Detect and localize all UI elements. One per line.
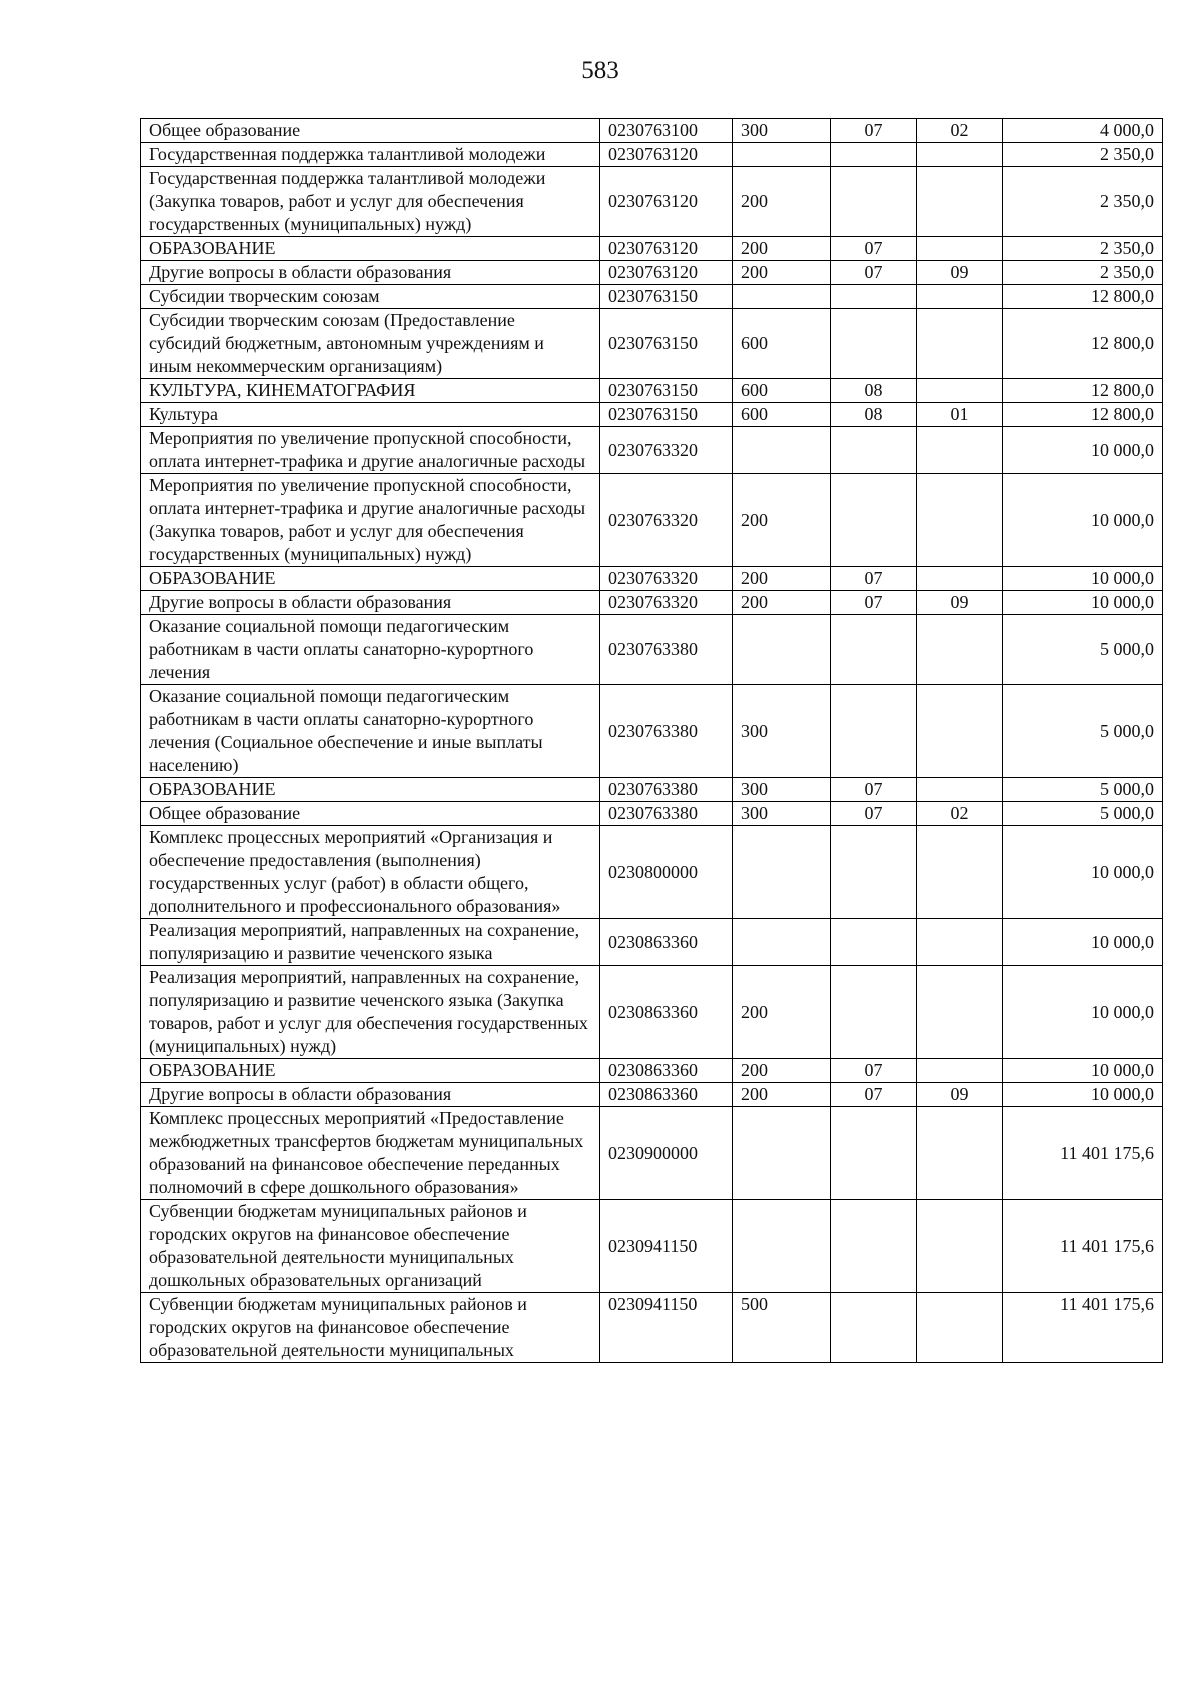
amount-value: 5 000,0	[1003, 685, 1163, 778]
table-row	[141, 1200, 1163, 1293]
item-name: Другие вопросы в области образования	[141, 1083, 600, 1107]
section-code	[831, 474, 917, 567]
expense-type-code: 300	[733, 778, 831, 802]
section-code	[831, 615, 917, 685]
table-row	[141, 167, 1163, 237]
expense-type-code: 200	[733, 591, 831, 615]
table-row	[141, 966, 1163, 1059]
target-article-code: 0230863360	[600, 919, 733, 966]
expense-type-code: 200	[733, 474, 831, 567]
item-name: Субсидии творческим союзам (Предоставление субсидий бюджетным, автономным учреждениям и иным некоммерческим организациям)	[141, 309, 600, 379]
subsection-code	[917, 143, 1003, 167]
item-name: Оказание социальной помощи педагогическим работникам в части оплаты санаторно-курортного лечения (Социальное обеспечение и иные выплаты населению)	[141, 685, 600, 778]
table-row	[141, 1083, 1163, 1107]
subsection-code	[917, 1059, 1003, 1083]
item-name: Оказание социальной помощи педагогическим работникам в части оплаты санаторно-курортного лечения	[141, 615, 600, 685]
expense-type-code	[733, 919, 831, 966]
section-code	[831, 1107, 917, 1200]
page-number: 583	[581, 57, 619, 84]
expense-type-code: 600	[733, 403, 831, 427]
table-row	[141, 474, 1163, 567]
section-code	[831, 427, 917, 474]
subsection-code: 09	[917, 1083, 1003, 1107]
amount-value: 10 000,0	[1003, 567, 1163, 591]
target-article-code: 0230763120	[600, 143, 733, 167]
section-code: 08	[831, 403, 917, 427]
section-code	[831, 685, 917, 778]
amount-value: 12 800,0	[1003, 403, 1163, 427]
expense-type-code	[733, 1107, 831, 1200]
table-row	[141, 403, 1163, 427]
target-article-code: 0230863360	[600, 1059, 733, 1083]
section-code: 07	[831, 567, 917, 591]
table-row	[141, 427, 1163, 474]
amount-value: 12 800,0	[1003, 309, 1163, 379]
target-article-code: 0230763150	[600, 403, 733, 427]
section-code: 07	[831, 778, 917, 802]
subsection-code	[917, 919, 1003, 966]
expense-type-code: 600	[733, 309, 831, 379]
item-name: Государственная поддержка талантливой молодежи (Закупка товаров, работ и услуг для обеспечения государственных (муниципальных) нужд)	[141, 167, 600, 237]
item-name: Другие вопросы в области образования	[141, 261, 600, 285]
table-row	[141, 1059, 1163, 1083]
expense-type-code: 600	[733, 379, 831, 403]
item-name: Мероприятия по увеличение пропускной способности, оплата интернет-трафика и другие аналогичные расходы (Закупка товаров, работ и услуг для обеспечения государственных (муниципальных) нужд)	[141, 474, 600, 567]
expense-type-code	[733, 615, 831, 685]
target-article-code: 0230763380	[600, 615, 733, 685]
table-row	[141, 919, 1163, 966]
target-article-code: 0230763100	[600, 119, 733, 143]
amount-value: 2 350,0	[1003, 167, 1163, 237]
amount-value: 2 350,0	[1003, 143, 1163, 167]
table-row	[141, 1293, 1163, 1363]
table-row	[141, 261, 1163, 285]
target-article-code: 0230763150	[600, 285, 733, 309]
target-article-code: 0230800000	[600, 826, 733, 919]
item-name: Комплекс процессных мероприятий «Организация и обеспечение предоставления (выполнения) государственных услуг (работ) в области общего, дополнительного и профессионального образования»	[141, 826, 600, 919]
target-article-code: 0230763150	[600, 309, 733, 379]
expense-type-code	[733, 826, 831, 919]
subsection-code	[917, 1107, 1003, 1200]
budget-table	[140, 118, 1163, 1363]
item-name: Реализация мероприятий, направленных на сохранение, популяризацию и развитие чеченского языка (Закупка товаров, работ и услуг для обеспечения государственных (муниципальных) нужд)	[141, 966, 600, 1059]
item-name: Другие вопросы в области образования	[141, 591, 600, 615]
expense-type-code	[733, 427, 831, 474]
subsection-code	[917, 285, 1003, 309]
item-name: ОБРАЗОВАНИЕ	[141, 567, 600, 591]
expense-type-code	[733, 1200, 831, 1293]
target-article-code: 0230763320	[600, 474, 733, 567]
subsection-code: 09	[917, 261, 1003, 285]
target-article-code: 0230941150	[600, 1200, 733, 1293]
subsection-code	[917, 966, 1003, 1059]
section-code	[831, 826, 917, 919]
target-article-code: 0230763380	[600, 778, 733, 802]
amount-value: 11 401 175,6	[1003, 1200, 1163, 1293]
budget-table-body	[141, 119, 1163, 1363]
subsection-code	[917, 379, 1003, 403]
item-name: ОБРАЗОВАНИЕ	[141, 1059, 600, 1083]
expense-type-code: 200	[733, 567, 831, 591]
section-code: 07	[831, 591, 917, 615]
table-row	[141, 778, 1163, 802]
section-code	[831, 143, 917, 167]
amount-value: 10 000,0	[1003, 826, 1163, 919]
table-row	[141, 567, 1163, 591]
table-row	[141, 237, 1163, 261]
item-name: Государственная поддержка талантливой молодежи	[141, 143, 600, 167]
subsection-code	[917, 1200, 1003, 1293]
amount-value: 11 401 175,6	[1003, 1293, 1163, 1363]
expense-type-code	[733, 285, 831, 309]
item-name: Реализация мероприятий, направленных на сохранение, популяризацию и развитие чеченского языка	[141, 919, 600, 966]
amount-value: 5 000,0	[1003, 615, 1163, 685]
item-name: Общее образование	[141, 119, 600, 143]
item-name: Общее образование	[141, 802, 600, 826]
section-code: 07	[831, 261, 917, 285]
subsection-code	[917, 567, 1003, 591]
table-row	[141, 119, 1163, 143]
expense-type-code: 500	[733, 1293, 831, 1363]
amount-value: 5 000,0	[1003, 778, 1163, 802]
table-row	[141, 591, 1163, 615]
item-name: Комплекс процессных мероприятий «Предоставление межбюджетных трансфертов бюджетам муниципальных образований на финансовое обеспечение переданных полномочий в сфере дошкольного образования»	[141, 1107, 600, 1200]
subsection-code	[917, 826, 1003, 919]
amount-value: 10 000,0	[1003, 919, 1163, 966]
section-code: 08	[831, 379, 917, 403]
expense-type-code: 200	[733, 167, 831, 237]
section-code: 07	[831, 119, 917, 143]
subsection-code	[917, 778, 1003, 802]
amount-value: 4 000,0	[1003, 119, 1163, 143]
section-code: 07	[831, 1083, 917, 1107]
subsection-code: 02	[917, 802, 1003, 826]
section-code: 07	[831, 1059, 917, 1083]
target-article-code: 0230863360	[600, 966, 733, 1059]
item-name: Мероприятия по увеличение пропускной способности, оплата интернет-трафика и другие аналогичные расходы	[141, 427, 600, 474]
target-article-code: 0230763320	[600, 427, 733, 474]
section-code	[831, 285, 917, 309]
table-row	[141, 379, 1163, 403]
expense-type-code: 200	[733, 1059, 831, 1083]
expense-type-code: 200	[733, 966, 831, 1059]
subsection-code: 09	[917, 591, 1003, 615]
table-row	[141, 615, 1163, 685]
amount-value: 10 000,0	[1003, 966, 1163, 1059]
item-name: Субсидии творческим союзам	[141, 285, 600, 309]
table-row	[141, 309, 1163, 379]
amount-value: 10 000,0	[1003, 474, 1163, 567]
section-code	[831, 966, 917, 1059]
subsection-code	[917, 309, 1003, 379]
expense-type-code: 300	[733, 119, 831, 143]
section-code: 07	[831, 237, 917, 261]
subsection-code	[917, 167, 1003, 237]
table-row	[141, 1107, 1163, 1200]
amount-value: 12 800,0	[1003, 379, 1163, 403]
amount-value: 11 401 175,6	[1003, 1107, 1163, 1200]
section-code	[831, 1200, 917, 1293]
item-name: КУЛЬТУРА, КИНЕМАТОГРАФИЯ	[141, 379, 600, 403]
item-name: ОБРАЗОВАНИЕ	[141, 778, 600, 802]
expense-type-code: 200	[733, 1083, 831, 1107]
section-code: 07	[831, 802, 917, 826]
item-name: Культура	[141, 403, 600, 427]
target-article-code: 0230863360	[600, 1083, 733, 1107]
section-code	[831, 1293, 917, 1363]
subsection-code	[917, 427, 1003, 474]
amount-value: 10 000,0	[1003, 1083, 1163, 1107]
item-name: ОБРАЗОВАНИЕ	[141, 237, 600, 261]
amount-value: 10 000,0	[1003, 591, 1163, 615]
subsection-code	[917, 615, 1003, 685]
subsection-code	[917, 1293, 1003, 1363]
expense-type-code	[733, 143, 831, 167]
amount-value: 2 350,0	[1003, 237, 1163, 261]
expense-type-code: 300	[733, 802, 831, 826]
expense-type-code: 200	[733, 261, 831, 285]
target-article-code: 0230900000	[600, 1107, 733, 1200]
subsection-code	[917, 685, 1003, 778]
target-article-code: 0230763320	[600, 591, 733, 615]
expense-type-code: 300	[733, 685, 831, 778]
target-article-code: 0230763380	[600, 802, 733, 826]
section-code	[831, 309, 917, 379]
amount-value: 2 350,0	[1003, 261, 1163, 285]
expense-type-code: 200	[733, 237, 831, 261]
item-name: Субвенции бюджетам муниципальных районов и городских округов на финансовое обеспечение образовательной деятельности муниципальных	[141, 1293, 600, 1363]
subsection-code: 02	[917, 119, 1003, 143]
target-article-code: 0230763120	[600, 237, 733, 261]
target-article-code: 0230763320	[600, 567, 733, 591]
table-row	[141, 285, 1163, 309]
target-article-code: 0230941150	[600, 1293, 733, 1363]
subsection-code: 01	[917, 403, 1003, 427]
table-row	[141, 802, 1163, 826]
amount-value: 10 000,0	[1003, 427, 1163, 474]
amount-value: 12 800,0	[1003, 285, 1163, 309]
amount-value: 5 000,0	[1003, 802, 1163, 826]
item-name: Субвенции бюджетам муниципальных районов и городских округов на финансовое обеспечение образовательной деятельности муниципальных дошкольных образовательных организаций	[141, 1200, 600, 1293]
section-code	[831, 919, 917, 966]
table-row	[141, 685, 1163, 778]
section-code	[831, 167, 917, 237]
target-article-code: 0230763380	[600, 685, 733, 778]
table-row	[141, 826, 1163, 919]
table-row	[141, 143, 1163, 167]
target-article-code: 0230763120	[600, 167, 733, 237]
subsection-code	[917, 237, 1003, 261]
amount-value: 10 000,0	[1003, 1059, 1163, 1083]
target-article-code: 0230763120	[600, 261, 733, 285]
subsection-code	[917, 474, 1003, 567]
target-article-code: 0230763150	[600, 379, 733, 403]
